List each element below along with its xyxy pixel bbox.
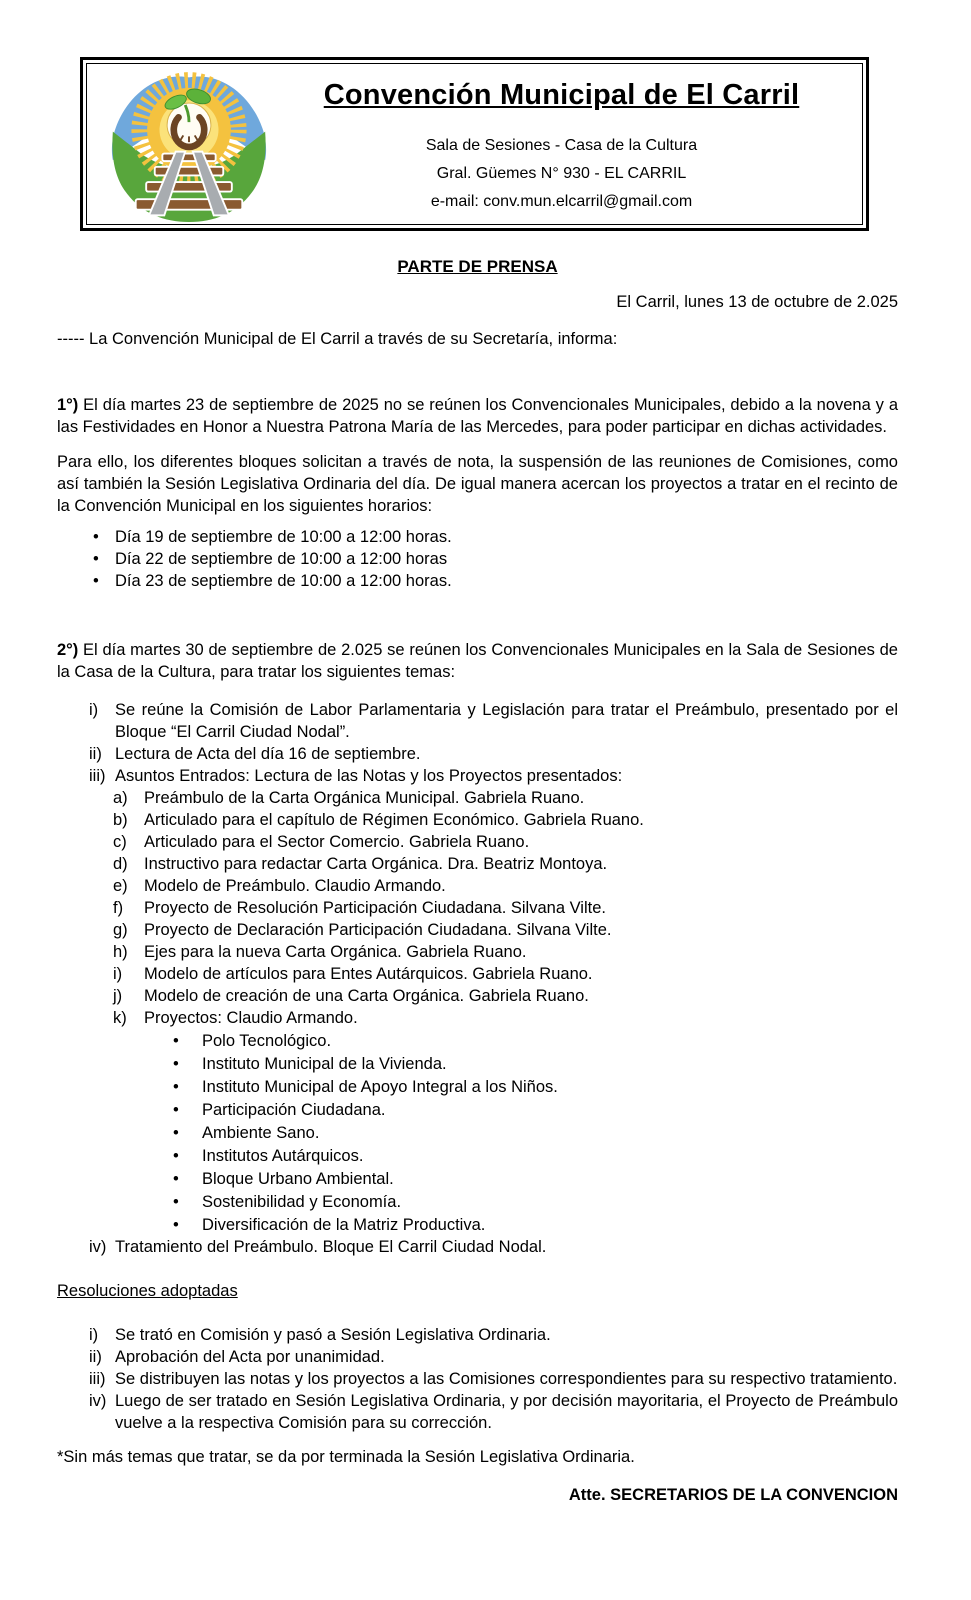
list-item: ii) Aprobación del Acta por unanimidad. [89, 1348, 385, 1366]
org-title: Convención Municipal de El Carril [323, 78, 800, 111]
list-item: h) Ejes para la nueva Carta Orgánica. Gabriela Ruano. [113, 943, 527, 961]
section-1-paragraph-2: Para ello, los diferentes bloques solicitan a través de nota, la suspensión de las reuniones de Comisiones, como así también la Sesión Legislativa Ordinaria del día. De igual manera acercan los proyectos a tratar en el recinto de la Convención Municipal en los siguientes horarios: [57, 453, 898, 515]
list-item: • Instituto Municipal de Apoyo Integral a los Niños. [173, 1078, 558, 1096]
list-item: i) Se reúne la Comisión de Labor Parlamentaria y Legislación para tratar el Preámbulo, presentado por el Bloque “El Carril Ciudad Nodal”. [89, 701, 898, 741]
emblem-icon [97, 65, 281, 223]
bullet-icon: • [93, 572, 99, 590]
bullet-icon: • [173, 1216, 179, 1234]
list-item: • Institutos Autárquicos. [173, 1147, 364, 1165]
bullet-icon: • [173, 1193, 179, 1211]
agenda-list [57, 699, 898, 787]
list-item: iii) Asuntos Entrados: Lectura de las Notas y los Proyectos presentados: [89, 767, 623, 785]
list-item: iv) Luego de ser tratado en Sesión Legislativa Ordinaria, y por decisión mayoritaria, el Proyecto de Preámbulo vuelve a la respectiva Comisión para su corrección. [89, 1392, 898, 1432]
list-item: • Día 23 de septiembre de 10:00 a 12:00 horas. [93, 572, 452, 590]
list-item: i) Se trató en Comisión y pasó a Sesión Legislativa Ordinaria. [89, 1326, 551, 1344]
list-item: • Día 22 de septiembre de 10:00 a 12:00 horas [93, 550, 448, 568]
dateline: El Carril, lunes 13 de octubre de 2.025 [616, 293, 898, 311]
list-item: iii) Se distribuyen las notas y los proyectos a las Comisiones correspondientes para su respectivo tratamiento. [89, 1370, 898, 1388]
list-item: g) Proyecto de Declaración Participación Ciudadana. Silvana Vilte. [113, 921, 612, 939]
list-item: ii) Lectura de Acta del día 16 de septiembre. [89, 745, 421, 763]
list-item: • Ambiente Sano. [173, 1124, 320, 1142]
resolutions-list [57, 1324, 898, 1434]
closing-line: *Sin más temas que tratar, se da por terminada la Sesión Legislativa Ordinaria. [57, 1448, 635, 1466]
list-item: i) Modelo de artículos para Entes Autárquicos. Gabriela Ruano. [113, 965, 593, 983]
letterhead-box [80, 57, 869, 231]
section-2-paragraph [57, 639, 898, 683]
org-address-line: Gral. Güemes N° 930 - EL CARRIL [436, 164, 687, 182]
municipal-emblem-logo [97, 65, 281, 223]
letterhead-inner-border [86, 63, 863, 225]
list-item: e) Modelo de Preámbulo. Claudio Armando. [113, 877, 446, 895]
bullet-icon: • [173, 1055, 179, 1073]
list-item: f) Proyecto de Resolución Participación Ciudadana. Silvana Vilte. [113, 899, 606, 917]
bullet-icon: • [173, 1101, 179, 1119]
list-item: k) Proyectos: Claudio Armando. [113, 1009, 358, 1027]
list-item: a) Preámbulo de la Carta Orgánica Municipal. Gabriela Ruano. [113, 789, 585, 807]
schedule-list [57, 526, 898, 592]
resolutions-heading: Resoluciones adoptadas [57, 1282, 238, 1300]
document-title: PARTE DE PRENSA [397, 257, 558, 276]
bullet-icon: • [173, 1124, 179, 1142]
section-2-text: El día martes 30 de septiembre de 2.025 se reúnen los Convencionales Municipales en la Sala de Sesiones de la Casa de la Cultura, para tratar los siguientes temas: [57, 641, 898, 681]
bullet-icon: • [93, 550, 99, 568]
list-item: • Participación Ciudadana. [173, 1101, 386, 1119]
list-item: • Bloque Urbano Ambiental. [173, 1170, 394, 1188]
agenda-list-continued [57, 1236, 898, 1258]
section-2-marker: 2°) [57, 641, 79, 659]
section-1-text: El día martes 23 de septiembre de 2025 no se reúnen los Convencionales Municipales, debido a la novena y a las Festividades en Honor a Nuestra Patrona María de las Mercedes, para poder participar en dichas actividades. [57, 396, 898, 436]
bullet-icon: • [173, 1170, 179, 1188]
list-item: iv) Tratamiento del Preámbulo. Bloque El Carril Ciudad Nodal. [89, 1238, 547, 1256]
list-item: • Sostenibilidad y Economía. [173, 1193, 402, 1211]
list-item: • Polo Tecnológico. [173, 1032, 332, 1050]
projects-list [57, 787, 898, 1029]
bullet-icon: • [93, 528, 99, 546]
list-item: • Diversificación de la Matriz Productiva. [173, 1216, 486, 1234]
projects-sublist [57, 1030, 898, 1236]
bullet-icon: • [173, 1147, 179, 1165]
list-item: b) Articulado para el capítulo de Régimen Económico. Gabriela Ruano. [113, 811, 644, 829]
list-item: • Instituto Municipal de la Vivienda. [173, 1055, 447, 1073]
section-1-marker: 1°) [57, 396, 79, 414]
list-item: c) Articulado para el Sector Comercio. Gabriela Ruano. [113, 833, 530, 851]
list-item: • Día 19 de septiembre de 10:00 a 12:00 horas. [93, 528, 452, 546]
list-item: j) Modelo de creación de una Carta Orgánica. Gabriela Ruano. [113, 987, 589, 1005]
document-body [57, 256, 898, 1506]
bullet-icon: • [173, 1078, 179, 1096]
intro-line: ----- La Convención Municipal de El Carril a través de su Secretaría, informa: [57, 330, 618, 348]
org-address-line: Sala de Sesiones - Casa de la Cultura [425, 136, 698, 154]
org-email: e-mail: conv.mun.elcarril@gmail.com [430, 192, 693, 210]
bullet-icon: • [173, 1032, 179, 1050]
list-item: d) Instructivo para redactar Carta Orgánica. Dra. Beatriz Montoya. [113, 855, 608, 873]
signature-line: Atte. SECRETARIOS DE LA CONVENCION [568, 1486, 898, 1504]
letterhead-text [281, 79, 848, 210]
section-1-paragraph [57, 394, 898, 438]
